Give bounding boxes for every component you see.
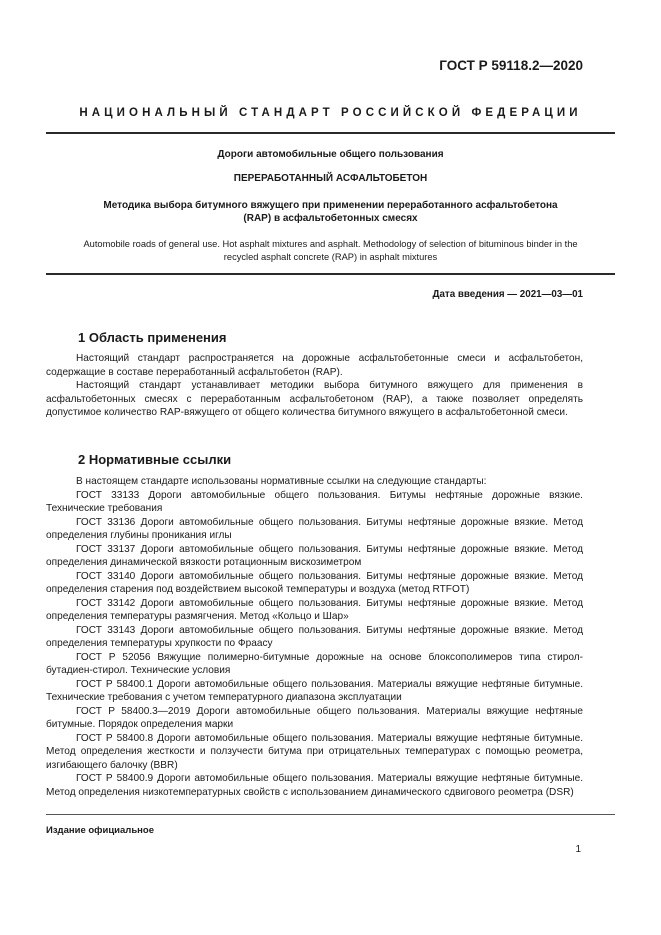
section-2-heading: 2 Нормативные ссылки	[78, 452, 232, 467]
page-number: 1	[575, 844, 581, 855]
official-edition-label: Издание официальное	[46, 825, 154, 836]
reference-item: ГОСТ 33133 Дороги автомобильные общего пользования. Битумы нефтяные дорожные вязкие. Технические требования	[46, 489, 583, 514]
title-sub-line-2: (RAP) в асфальтобетонных смесях	[243, 213, 418, 224]
paragraph: В настоящем стандарте использованы нормативные ссылки на следующие стандарты:	[76, 476, 487, 487]
title-english-line-2: recycled asphalt concrete (RAP) in asphalt mixtures	[223, 252, 438, 262]
paragraph: Настоящий стандарт устанавливает методики выбора битумного вяжущего для применения в асфальтобетонных смесях с переработанным асфальтобетоном (RAP), а также позволяет определять допустимое количество RAP-вяжущего от общего количества битумного вяжущего в асфальтобетонной смеси.	[46, 380, 583, 418]
reference-item: ГОСТ 33136 Дороги автомобильные общего пользования. Битумы нефтяные дорожные вязкие. Метод определения глубины проникания иглы	[46, 516, 583, 541]
title-rule	[46, 273, 615, 275]
title-english-line-1: Automobile roads of general use. Hot asphalt mixtures and asphalt. Methodology of selection of bituminous binder in the	[83, 239, 578, 249]
document-code: ГОСТ Р 59118.2—2020	[439, 58, 583, 73]
title-main: ПЕРЕРАБОТАННЫЙ АСФАЛЬТОБЕТОН	[233, 173, 428, 184]
header-rule	[46, 132, 615, 134]
reference-item: ГОСТ Р 52056 Вяжущие полимерно-битумные дорожные на основе блоксополимеров типа стирол-бутадиен-стирол. Технические условия	[46, 651, 583, 676]
footer-rule	[46, 814, 615, 815]
reference-item: ГОСТ 33142 Дороги автомобильные общего пользования. Битумы нефтяные дорожные вязкие. Метод определения температуры размягчения. Метод «Кольцо и Шар»	[46, 597, 583, 622]
reference-item: ГОСТ Р 58400.8 Дороги автомобильные общего пользования. Материалы вяжущие нефтяные битумные. Метод определения жесткости и ползучести битума при отрицательных температурах с помощью реометра, изгибающего балочку (BBR)	[46, 732, 583, 771]
reference-item: ГОСТ Р 58400.3—2019 Дороги автомобильные общего пользования. Материалы вяжущие нефтяные битумные. Порядок определения марки	[46, 705, 583, 730]
reference-item: ГОСТ Р 58400.9 Дороги автомобильные общего пользования. Материалы вяжущие нефтяные битумные. Метод определения низкотемпературных свойств с использованием динамического сдвигового реометра (DSR)	[46, 773, 583, 798]
reference-item: ГОСТ 33140 Дороги автомобильные общего пользования. Битумы нефтяные дорожные вязкие. Метод определения старения под воздействием высокой температуры и воздуха (метод RTFOT)	[46, 570, 583, 595]
paragraph: Настоящий стандарт распространяется на дорожные асфальтобетонные смеси и асфальтобетон, содержащие в составе переработанный асфальтобетон (RAP).	[46, 353, 583, 378]
title-group: Дороги автомобильные общего пользования	[217, 149, 444, 160]
national-standard-banner: НАЦИОНАЛЬНЫЙ СТАНДАРТ РОССИЙСКОЙ ФЕДЕРАЦИИ	[79, 107, 582, 119]
reference-item: ГОСТ 33143 Дороги автомобильные общего пользования. Битумы нефтяные дорожные вязкие. Метод определения температуры хрупкости по Фраасу	[46, 624, 583, 649]
section-1-heading: 1 Область применения	[78, 330, 227, 345]
section-1-body	[46, 352, 583, 420]
section-2-body	[46, 475, 583, 799]
title-sub-line-1: Методика выбора битумного вяжущего при применении переработанного асфальтобетона	[103, 200, 558, 211]
reference-item: ГОСТ Р 58400.1 Дороги автомобильные общего пользования. Материалы вяжущие нефтяные битумные. Технические требования с учетом температурного диапазона эксплуатации	[46, 678, 583, 703]
reference-item: ГОСТ 33137 Дороги автомобильные общего пользования. Битумы нефтяные дорожные вязкие. Метод определения динамической вязкости ротационным вискозиметром	[46, 543, 583, 568]
introduction-date: Дата введения — 2021—03—01	[432, 289, 583, 300]
